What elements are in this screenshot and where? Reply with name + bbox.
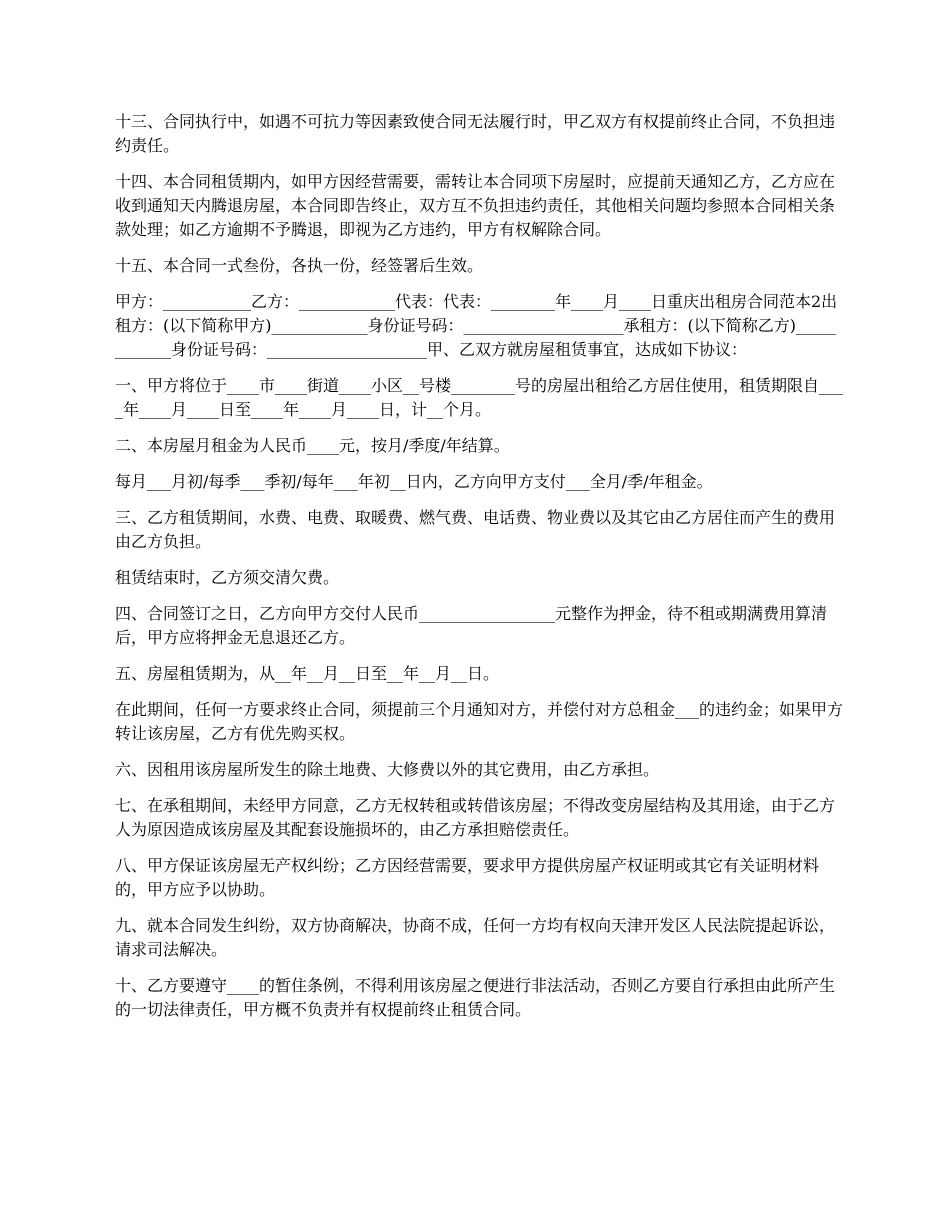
signature-and-parties-block: 甲方：___________乙方：____________代表：代表：________年____月____日重庆出租房合同范本2出租方：(以下简称甲方)____________身份证号码：____________________承租方：(以下简称乙方)____________身份证号码：____________________甲、乙双方就房屋租赁事宜，达成如下协议： — [115, 292, 838, 359]
document-page — [115, 110, 843, 1034]
clause-4: 四、合同签订之日，乙方向甲方交付人民币_________________元整作为押金，待不租或期满费用算清后，甲方应将押金无息退还乙方。 — [115, 604, 828, 647]
clause-7: 七、在承租期间，未经甲方同意，乙方无权转租或转借该房屋；不得改变房屋结构及其用途，由于乙方人为原因造成该房屋及其配套设施损坏的，由乙方承担赔偿责任。 — [115, 796, 836, 839]
clause-6: 六、因租用该房屋所发生的除土地费、大修费以外的其它费用，由乙方承担。 — [115, 760, 660, 779]
clause-1: 一、甲方将位于____市____街道____小区__号楼________号的房屋出租给乙方居住使用，租赁期限自____年____月____日至____年____月____日，计__个月。 — [115, 376, 844, 419]
clause-3: 三、乙方租赁期间，水费、电费、取暖费、燃气费、电话费、物业费以及其它由乙方居住而产生的费用由乙方负担。 — [115, 508, 836, 551]
clause-5-termination: 在此期间，任何一方要求终止合同，须提前三个月通知对方，并偿付对方总租金___的违约金；如果甲方转让该房屋，乙方有优先购买权。 — [115, 700, 844, 743]
clause-14: 十四、本合同租赁期内，如甲方因经营需要，需转让本合同项下房屋时，应提前天通知乙方，乙方应在收到通知天内腾退房屋，本合同即告终止，双方互不负担违约责任，其他相关问题均参照本合同相关条款处理；如乙方逾期不予腾退，即视为乙方违约，甲方有权解除合同。 — [115, 172, 836, 239]
clause-5: 五、房屋租赁期为，从__年__月__日至__年__月__日。 — [115, 664, 500, 683]
clause-10: 十、乙方要遵守____的暂住条例，不得利用该房屋之便进行非法活动，否则乙方要自行承担由此所产生的一切法律责任，甲方概不负责并有权提前终止租赁合同。 — [115, 976, 836, 1019]
clause-8: 八、甲方保证该房屋无产权纠纷；乙方因经营需要，要求甲方提供房屋产权证明或其它有关证明材料的，甲方应予以协助。 — [115, 856, 820, 899]
clause-9: 九、就本合同发生纠纷，双方协商解决，协商不成，任何一方均有权向天津开发区人民法院提起诉讼，请求司法解决。 — [115, 916, 836, 959]
clause-2-payment: 每月___月初/每季___季初/每年___年初__日内，乙方向甲方支付___全月/季/年租金。 — [115, 472, 713, 491]
clause-13: 十三、合同执行中，如遇不可抗力等因素致使合同无法履行时，甲乙双方有权提前终止合同，不负担违约责任。 — [115, 112, 836, 155]
clause-15: 十五、本合同一式叁份，各执一份，经签署后生效。 — [115, 256, 484, 275]
clause-3-settlement: 租赁结束时，乙方须交清欠费。 — [115, 568, 340, 587]
clause-2: 二、本房屋月租金为人民币____元，按月/季度/年结算。 — [115, 436, 510, 455]
